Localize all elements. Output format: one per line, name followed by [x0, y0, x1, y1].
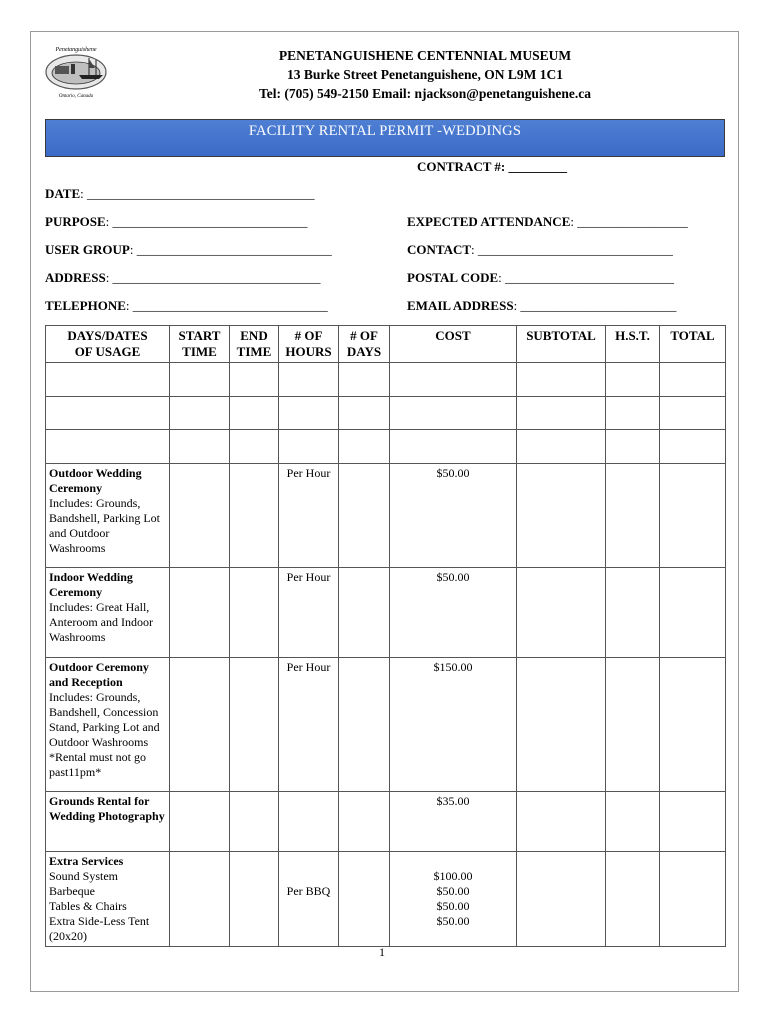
- svg-text:Penetanguishene: Penetanguishene: [55, 47, 97, 53]
- email-address-field[interactable]: EMAIL ADDRESS: ________________________: [407, 298, 677, 313]
- service-row-extra: [46, 852, 726, 947]
- rate-cell: [279, 792, 339, 852]
- service-title: Indoor Wedding Ceremony: [49, 570, 133, 599]
- col-days-dates: DAYS/DATES OF USAGE: [46, 326, 170, 363]
- page-number: 1: [379, 945, 385, 959]
- service-row-outdoor-reception: [46, 658, 726, 792]
- date-field[interactable]: DATE: ___________________________________: [45, 186, 315, 201]
- col-cost: COST: [390, 326, 517, 363]
- service-row-photography: [46, 792, 726, 852]
- expected-attendance-field[interactable]: EXPECTED ATTENDANCE: _________________: [407, 214, 688, 229]
- address-field[interactable]: ADDRESS: ________________________________: [45, 270, 321, 285]
- service-desc: Includes: Grounds, Bandshell, Concession Stand, Parking Lot and Outdoor Washrooms *Rental must not go past11pm*: [49, 690, 160, 779]
- rate-cell: Per Hour: [279, 464, 339, 568]
- title-banner: [45, 119, 725, 157]
- rate-cell: Per BBQ: [279, 852, 339, 947]
- contract-number-field[interactable]: [417, 159, 567, 175]
- service-title: Grounds Rental for Wedding Photography: [49, 794, 165, 823]
- cost-cell: $50.00: [390, 568, 517, 658]
- cost-cell: $100.00 $50.00 $50.00 $50.00: [390, 852, 517, 947]
- service-row-indoor-wedding: [46, 568, 726, 658]
- service-title: Outdoor Ceremony and Reception: [49, 660, 149, 689]
- rate-cell: Per Hour: [279, 568, 339, 658]
- cost-cell: $50.00: [390, 464, 517, 568]
- col-start-time: START TIME: [170, 326, 230, 363]
- col-end-time: END TIME: [230, 326, 279, 363]
- postal-code-field[interactable]: POSTAL CODE: __________________________: [407, 270, 675, 285]
- col-subtotal: SUBTOTAL: [517, 326, 606, 363]
- service-title: Outdoor Wedding Ceremony: [49, 466, 142, 495]
- table-header-row: [46, 326, 726, 363]
- org-address: 13 Burke Street Penetanguishene, ON L9M 1C1: [286, 67, 564, 82]
- telephone-field[interactable]: TELEPHONE: ______________________________: [45, 298, 328, 313]
- table-row[interactable]: [46, 397, 726, 430]
- service-desc: Includes: Grounds, Bandshell, Parking Lot and Outdoor Washrooms: [49, 496, 160, 555]
- rate-cell: Per Hour: [279, 658, 339, 792]
- service-title: Extra Services: [49, 854, 124, 868]
- rental-table: [45, 325, 726, 947]
- permit-title: FACILITY RENTAL PERMIT -WEDDINGS: [248, 123, 522, 139]
- museum-logo: [43, 44, 109, 100]
- contact-field[interactable]: CONTACT: ______________________________: [407, 242, 673, 257]
- user-group-field[interactable]: USER GROUP: ______________________________: [45, 242, 332, 257]
- col-num-hours: # OF HOURS: [279, 326, 339, 363]
- cost-cell: $150.00: [390, 658, 517, 792]
- cost-cell: $35.00: [390, 792, 517, 852]
- col-hst: H.S.T.: [606, 326, 660, 363]
- table-row[interactable]: [46, 363, 726, 397]
- service-row-outdoor-wedding: [46, 464, 726, 568]
- org-name: PENETANGUISHENE CENTENNIAL MUSEUM: [278, 48, 572, 63]
- col-total: TOTAL: [660, 326, 726, 363]
- table-row[interactable]: [46, 430, 726, 464]
- svg-text:Ontario, Canada: Ontario, Canada: [58, 94, 94, 99]
- service-desc: Sound System Barbeque Tables & Chairs Extra Side-Less Tent (20x20): [49, 869, 150, 943]
- service-desc: Includes: Great Hall, Anteroom and Indoor Washrooms: [49, 600, 153, 644]
- col-num-days: # OF DAYS: [339, 326, 390, 363]
- org-contact: Tel: (705) 549-2150 Email: njackson@penetanguishene.ca: [259, 86, 591, 101]
- purpose-field[interactable]: PURPOSE: ______________________________: [45, 214, 308, 229]
- contract-label: CONTRACT #: _________: [417, 159, 567, 174]
